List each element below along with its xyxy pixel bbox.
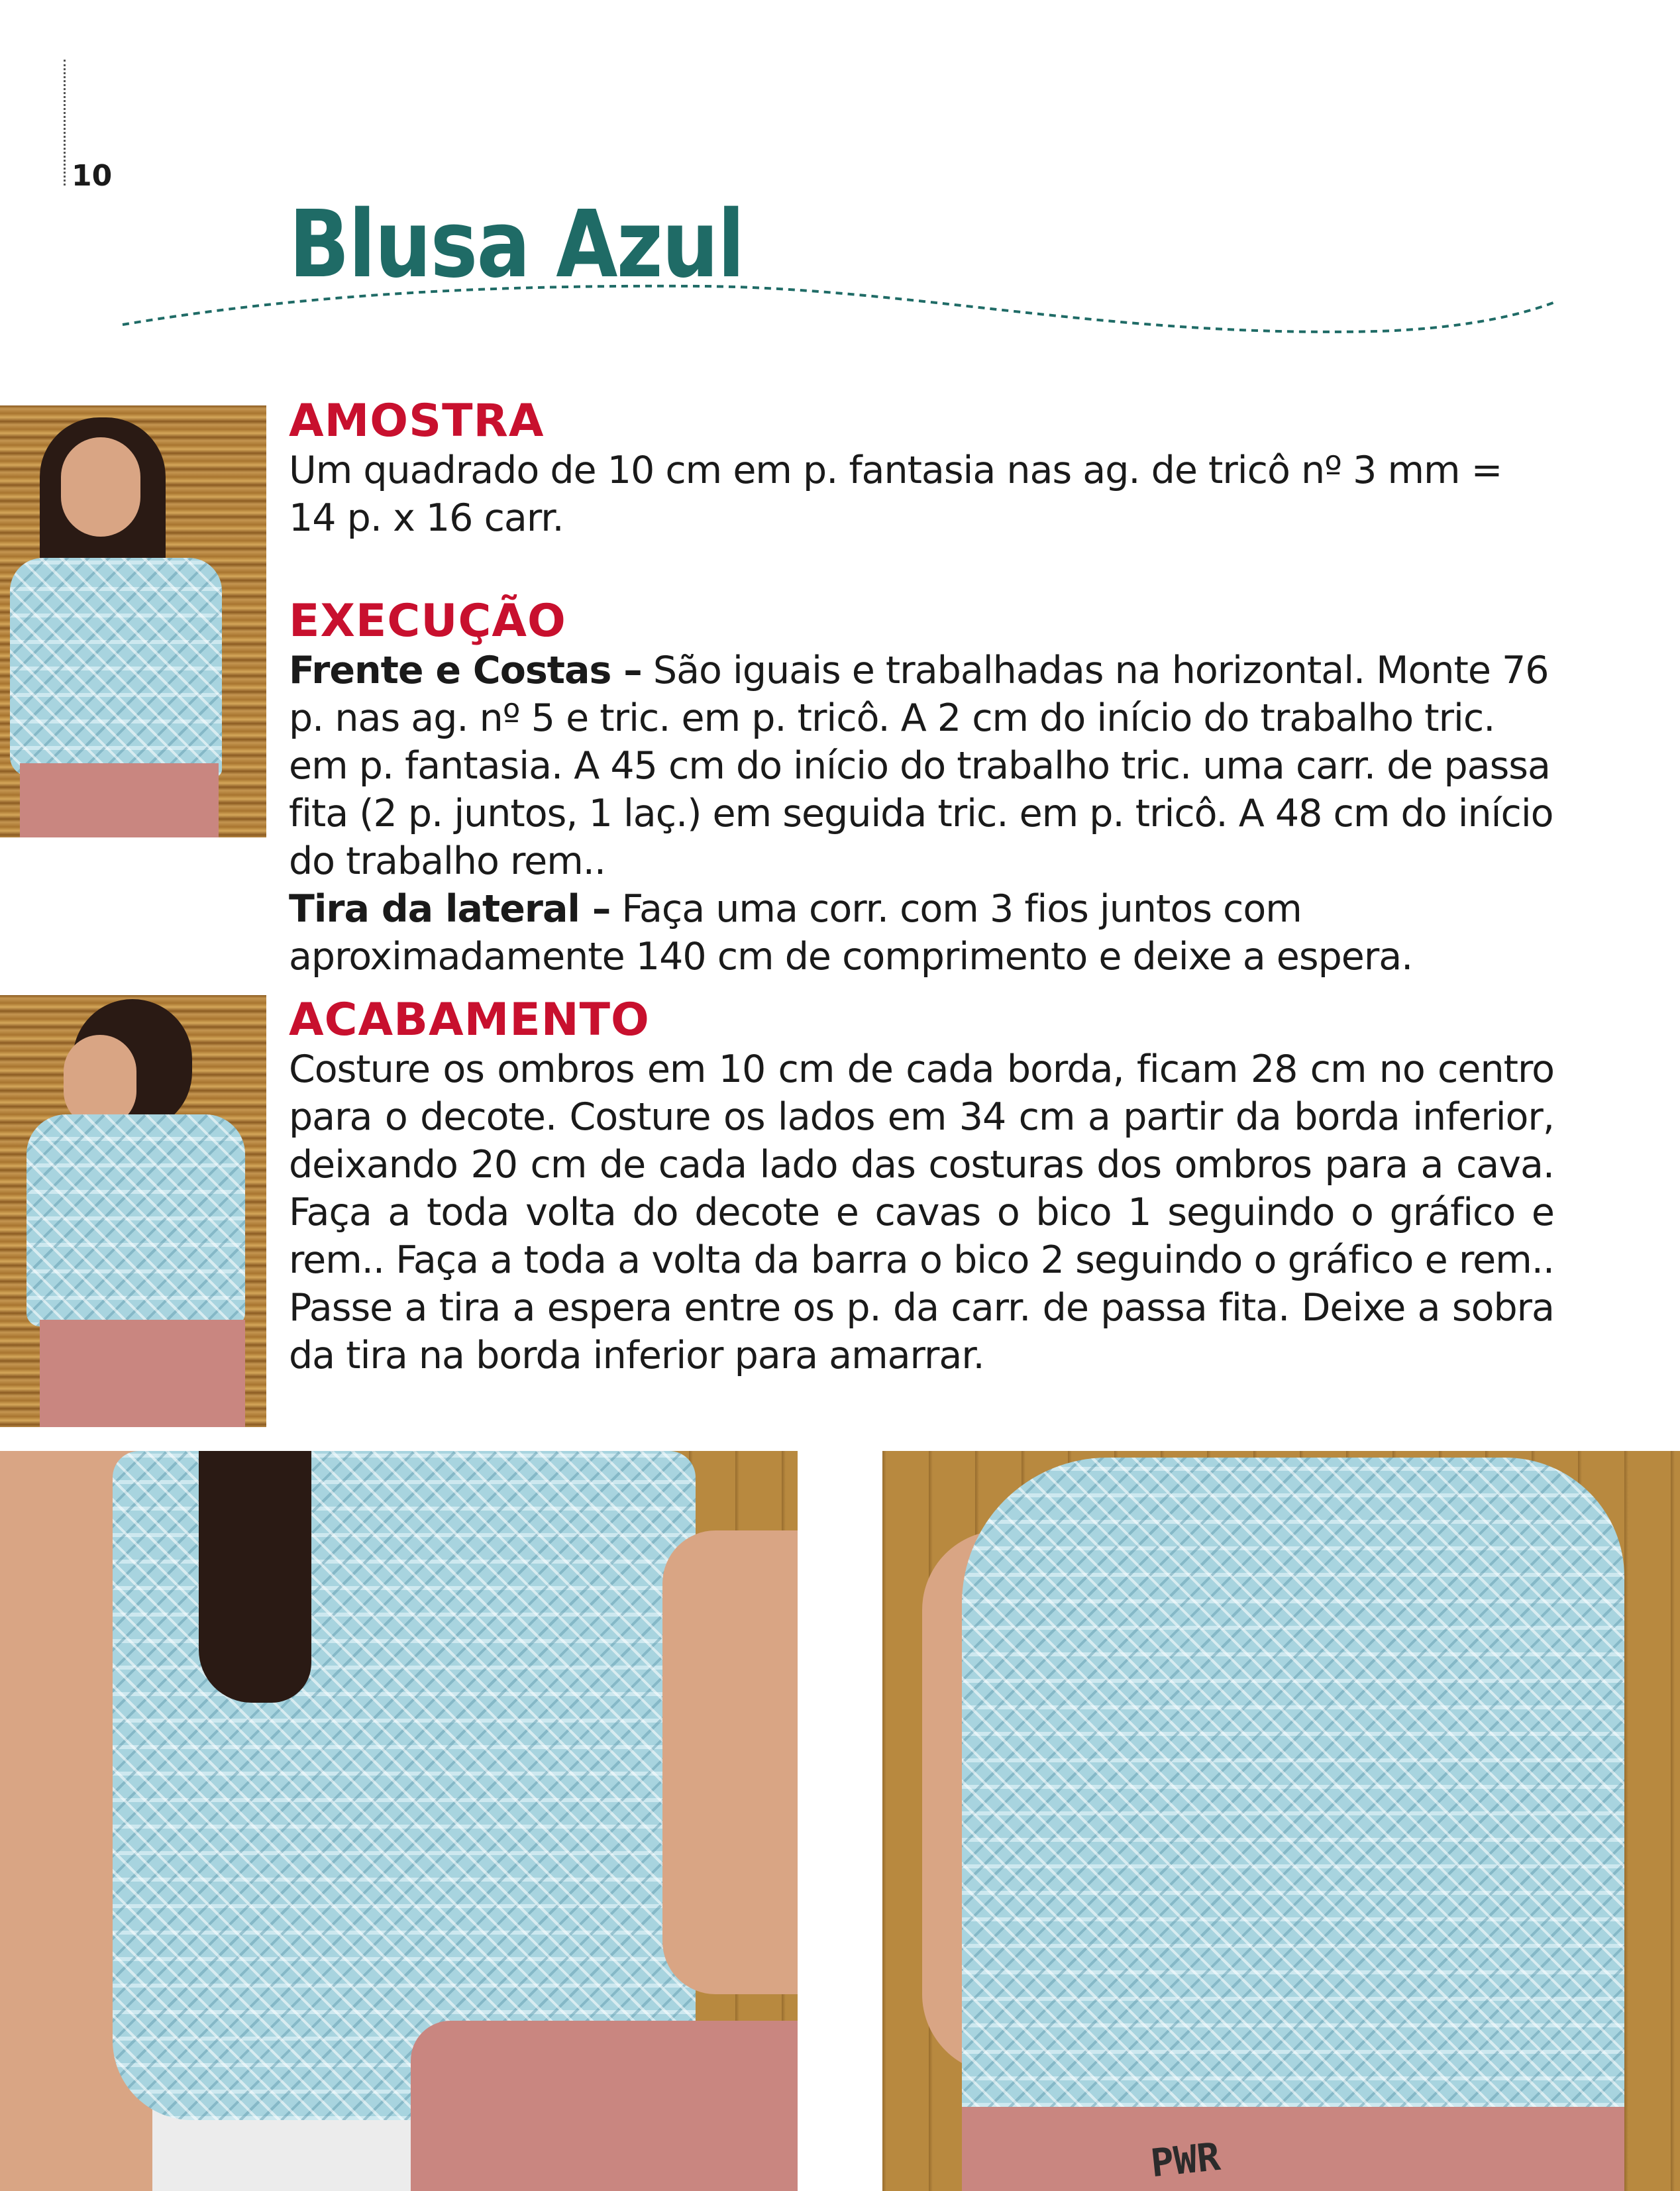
section-acabamento [289, 995, 1554, 1379]
photo-front-detail [0, 1451, 798, 2191]
page-edge-rule [64, 60, 66, 186]
page-title: Blusa Azul [289, 191, 744, 299]
execucao-heading: EXECUÇÃO [289, 595, 566, 647]
page-number: 10 [72, 159, 113, 193]
execucao-paragraph-front-back [289, 647, 1554, 885]
photo-back-detail [882, 1451, 1680, 2191]
photo-front-small [0, 405, 266, 837]
section-amostra [289, 396, 1554, 542]
amostra-text: Um quadrado de 10 cm em p. fantasia nas ag. de tricô nº 3 mm = 14 p. x 16 carr. [289, 449, 1502, 540]
acabamento-heading: ACABAMENTO [289, 994, 650, 1046]
title-dashed-wave [119, 265, 1563, 345]
photo-back-small [0, 995, 266, 1427]
acabamento-text: Costure os ombros em 10 cm de cada borda, ficam 28 cm no centro para o decote. Costure os lados em 34 cm a partir da borda inferior, deixando 20 cm de cada lado das costuras dos ombros para a cava. Faça a toda volta do decote e cavas o bico 1 seguindo o gráfico e rem.. Faça a toda a volta da barra o bico 2 seguindo o gráfico e rem.. Passe a tira a espera entre os p. da carr. de passa fita. Deixe a sobra da tira na borda inferior para amarrar. [289, 1047, 1554, 1377]
front-back-text: São iguais e trabalhadas na horizontal. Monte 76 p. nas ag. nº 5 e tric. em p. tricô. A 2 cm do início do trabalho tric. em p. fantasia. A 45 cm do início do trabalho tric. uma carr. de passa fita (2 p. juntos, 1 laç.) em seguida tric. em p. tricô. A 48 cm do início do trabalho rem.. [289, 649, 1553, 883]
side-strip-label: Tira da lateral – [289, 887, 611, 931]
side-strip-text: Faça uma corr. com 3 fios juntos com aproximadamente 140 cm de comprimento e deixe a espera. [289, 887, 1413, 979]
amostra-heading: AMOSTRA [289, 395, 545, 447]
section-execucao [289, 596, 1554, 981]
execucao-paragraph-side-strip [289, 885, 1554, 981]
front-back-label: Frente e Costas – [289, 649, 642, 692]
back-pants-label: PWR [1148, 2133, 1223, 2186]
